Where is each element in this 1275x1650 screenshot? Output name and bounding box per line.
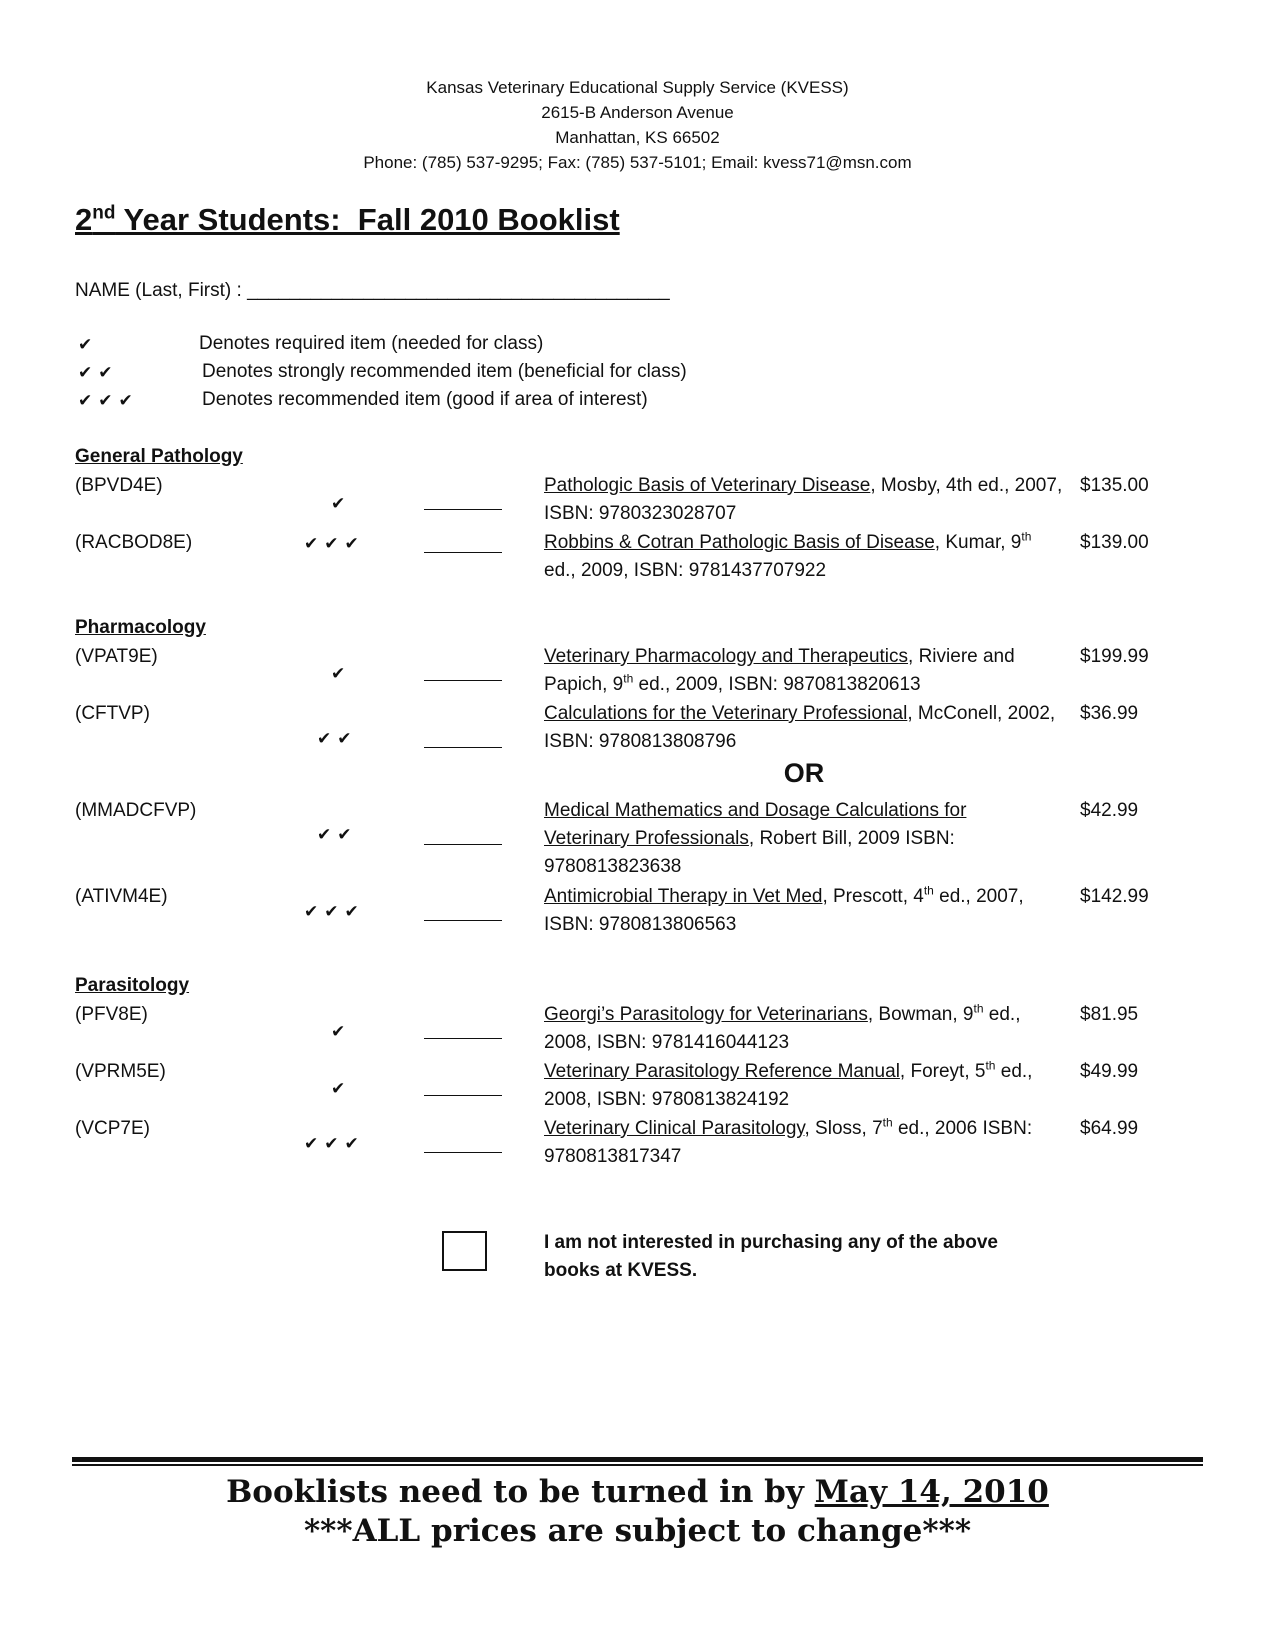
item-price: $36.99 — [1080, 703, 1139, 724]
item-code: (VPRM5E) — [75, 1061, 166, 1082]
item-description — [544, 472, 1064, 528]
or-separator: OR — [783, 758, 825, 788]
item-price: $64.99 — [1080, 1118, 1139, 1139]
quantity-blank[interactable] — [424, 1095, 502, 1096]
item-description — [544, 643, 1064, 699]
quantity-blank[interactable] — [424, 552, 502, 553]
item-code: (VPAT9E) — [75, 646, 158, 667]
footer-rule-thick — [72, 1457, 1203, 1462]
item-code: (RACBOD8E) — [75, 532, 193, 553]
book-details: , Robert Bill, 2009 ISBN: 9780813823638 — [544, 828, 955, 877]
book-title: Robbins & Cotran Pathologic Basis of Disease — [544, 532, 935, 553]
quantity-blank[interactable] — [424, 680, 502, 681]
ordinal-suffix: th — [882, 1115, 893, 1130]
title-ordinal: 2 — [75, 202, 93, 237]
book-details: , Bowman, 9 — [867, 1004, 974, 1025]
item-code: (PFV8E) — [75, 1004, 148, 1025]
book-details: , Prescott, 4 — [822, 886, 924, 907]
item-description — [544, 1115, 1064, 1171]
item-checks: ✔ — [331, 1079, 352, 1098]
deadline-notice — [0, 1473, 1275, 1511]
item-checks: ✔✔✔ — [304, 1134, 365, 1153]
book-details: ed., 2007, ISBN: 9780813806563 — [544, 886, 1024, 935]
book-title: Calculations for the Veterinary Professional — [544, 703, 908, 724]
quantity-blank[interactable] — [424, 1038, 502, 1039]
price-notice: ***ALL prices are subject to change*** — [303, 1513, 972, 1549]
item-description — [544, 797, 1014, 881]
item-description — [544, 1001, 1064, 1057]
opt-out-label: I am not interested in purchasing any of the above books at KVESS. — [544, 1232, 998, 1281]
item-price: $81.95 — [1080, 1004, 1139, 1025]
legend-text-3: Denotes recommended item (good if area of interest) — [202, 389, 648, 410]
org-city: Manhattan, KS 66502 — [555, 128, 720, 147]
section-heading-parasitology: Parasitology — [75, 975, 190, 996]
quantity-blank[interactable] — [424, 509, 502, 510]
legend-check-2: ✔✔ — [78, 363, 119, 382]
item-code: (MMADCFVP) — [75, 800, 197, 821]
item-checks: ✔✔✔ — [304, 534, 365, 553]
item-checks: ✔✔✔ — [304, 902, 365, 921]
book-title: Georgi’s Parasitology for Veterinarians — [544, 1004, 868, 1025]
quantity-blank[interactable] — [424, 844, 502, 845]
item-checks: ✔✔ — [317, 825, 358, 844]
book-title: Veterinary Clinical Parasitology — [544, 1118, 805, 1139]
item-price: $42.99 — [1080, 800, 1139, 821]
item-description — [544, 883, 1064, 939]
item-description — [544, 1058, 1064, 1114]
legend-check-3: ✔✔✔ — [78, 391, 139, 410]
item-code: (VCP7E) — [75, 1118, 150, 1139]
page-title — [75, 202, 620, 238]
org-street: 2615-B Anderson Avenue — [541, 103, 734, 122]
item-description — [544, 700, 1064, 756]
book-details: , McConell, 2002, ISBN: 9780813808796 — [544, 703, 1056, 752]
book-title: Antimicrobial Therapy in Vet Med — [544, 886, 823, 907]
book-details: , Foreyt, 5 — [899, 1061, 986, 1082]
item-code: (ATIVM4E) — [75, 886, 168, 907]
section-heading-pharmacology: Pharmacology — [75, 617, 206, 638]
item-price: $49.99 — [1080, 1061, 1139, 1082]
item-code: (CFTVP) — [75, 703, 150, 724]
book-details: , Mosby, 4th ed., 2007, ISBN: 9780323028707 — [544, 475, 1063, 524]
quantity-blank[interactable] — [424, 747, 502, 748]
ordinal-suffix: th — [973, 1001, 984, 1016]
item-checks: ✔ — [331, 494, 352, 513]
deadline-date: May 14, 2010 — [814, 1474, 1049, 1510]
item-code: (BPVD4E) — [75, 475, 163, 496]
book-title: Veterinary Parasitology Reference Manual — [544, 1061, 900, 1082]
item-price: $139.00 — [1080, 532, 1149, 553]
item-price: $199.99 — [1080, 646, 1149, 667]
quantity-blank[interactable] — [424, 1152, 502, 1153]
book-details: ed., 2009, ISBN: 9870813820613 — [633, 674, 921, 695]
org-name: Kansas Veterinary Educational Supply Service (KVESS) — [426, 78, 849, 97]
book-title: Medical Mathematics and Dosage Calculations for Veterinary Professionals — [544, 800, 967, 849]
item-price: $142.99 — [1080, 886, 1149, 907]
section-heading-pathology: General Pathology — [75, 446, 243, 467]
book-details: , Riviere and Papich, 9 — [544, 646, 1015, 695]
footer-rule-thin — [72, 1464, 1203, 1466]
org-contact: Phone: (785) 537-9295; Fax: (785) 537-5101; Email: kvess71@msn.com — [363, 153, 912, 172]
ordinal-suffix: th — [923, 883, 934, 898]
legend-check-1: ✔ — [78, 335, 99, 354]
book-details: ed., 2008, ISBN: 9781416044123 — [544, 1004, 1021, 1053]
book-details: , Kumar, 9 — [934, 532, 1022, 553]
book-details: , Sloss, 7 — [804, 1118, 883, 1139]
item-price: $135.00 — [1080, 475, 1149, 496]
deadline-prefix: Booklists need to be turned in by — [226, 1474, 815, 1510]
name-field[interactable]: NAME (Last, First) : ________________________________________ — [75, 280, 670, 301]
legend-text-2: Denotes strongly recommended item (beneficial for class) — [202, 361, 687, 382]
item-description — [544, 529, 1064, 585]
book-details: ed., 2006 ISBN: 9780813817347 — [544, 1118, 1033, 1167]
book-details: ed., 2008, ISBN: 9780813824192 — [544, 1061, 1033, 1110]
ordinal-suffix: th — [985, 1058, 996, 1073]
item-checks: ✔ — [331, 664, 352, 683]
book-title: Veterinary Pharmacology and Therapeutics — [544, 646, 909, 667]
book-title: Pathologic Basis of Veterinary Disease — [544, 475, 871, 496]
title-text: Year Students: Fall 2010 Booklist — [115, 202, 620, 237]
ordinal-suffix: th — [623, 671, 634, 686]
quantity-blank[interactable] — [424, 920, 502, 921]
item-checks: ✔ — [331, 1022, 352, 1041]
title-ordinal-suffix: nd — [92, 202, 116, 224]
item-checks: ✔✔ — [317, 729, 358, 748]
ordinal-suffix: th — [1021, 529, 1032, 544]
legend-text-1: Denotes required item (needed for class) — [199, 333, 544, 354]
book-details: ed., 2009, ISBN: 9781437707922 — [544, 560, 827, 581]
opt-out-checkbox[interactable] — [442, 1231, 487, 1271]
